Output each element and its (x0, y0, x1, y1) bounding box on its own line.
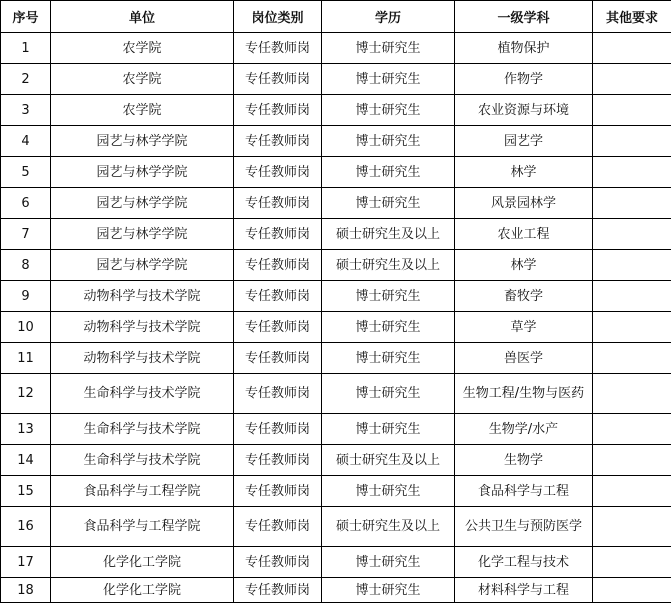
cell-other (593, 188, 671, 219)
table-row (1, 374, 671, 414)
cell-edu: 硕士研究生及以上 (322, 250, 455, 281)
cell-unit: 园艺与林学学院 (51, 219, 234, 250)
cell-no: 17 (1, 547, 51, 578)
cell-unit: 食品科学与工程学院 (51, 476, 234, 507)
cell-no: 13 (1, 414, 51, 445)
table-row (1, 188, 671, 219)
cell-edu: 硕士研究生及以上 (322, 445, 455, 476)
cell-no: 11 (1, 343, 51, 374)
cell-other (593, 95, 671, 126)
cell-type: 专任教师岗 (234, 445, 322, 476)
cell-no: 5 (1, 157, 51, 188)
cell-no: 15 (1, 476, 51, 507)
table-row (1, 281, 671, 312)
cell-no: 9 (1, 281, 51, 312)
cell-no: 2 (1, 64, 51, 95)
cell-edu: 博士研究生 (322, 281, 455, 312)
cell-type: 专任教师岗 (234, 250, 322, 281)
cell-unit: 园艺与林学学院 (51, 188, 234, 219)
cell-unit: 园艺与林学学院 (51, 250, 234, 281)
table-row (1, 95, 671, 126)
table-row (1, 507, 671, 547)
cell-type: 专任教师岗 (234, 343, 322, 374)
cell-subject: 作物学 (455, 64, 593, 95)
cell-subject: 林学 (455, 250, 593, 281)
cell-edu: 博士研究生 (322, 374, 455, 414)
cell-type: 专任教师岗 (234, 374, 322, 414)
cell-subject: 兽医学 (455, 343, 593, 374)
cell-edu: 博士研究生 (322, 64, 455, 95)
cell-subject: 农业工程 (455, 219, 593, 250)
cell-type: 专任教师岗 (234, 578, 322, 603)
header-no: 序号 (1, 1, 51, 33)
cell-other (593, 374, 671, 414)
cell-unit: 农学院 (51, 33, 234, 64)
cell-subject: 公共卫生与预防医学 (455, 507, 593, 547)
table-row (1, 157, 671, 188)
cell-edu: 博士研究生 (322, 95, 455, 126)
cell-other (593, 281, 671, 312)
cell-other (593, 476, 671, 507)
cell-type: 专任教师岗 (234, 414, 322, 445)
cell-other (593, 414, 671, 445)
cell-other (593, 250, 671, 281)
cell-no: 3 (1, 95, 51, 126)
table-row (1, 445, 671, 476)
header-type: 岗位类别 (234, 1, 322, 33)
cell-type: 专任教师岗 (234, 188, 322, 219)
table-row (1, 312, 671, 343)
cell-type: 专任教师岗 (234, 64, 322, 95)
cell-subject: 生物工程/生物与医药 (455, 374, 593, 414)
cell-type: 专任教师岗 (234, 33, 322, 64)
cell-type: 专任教师岗 (234, 312, 322, 343)
cell-no: 1 (1, 33, 51, 64)
cell-subject: 植物保护 (455, 33, 593, 64)
cell-type: 专任教师岗 (234, 281, 322, 312)
cell-other (593, 578, 671, 603)
cell-no: 10 (1, 312, 51, 343)
cell-edu: 硕士研究生及以上 (322, 219, 455, 250)
cell-other (593, 64, 671, 95)
cell-unit: 园艺与林学学院 (51, 157, 234, 188)
cell-unit: 农学院 (51, 95, 234, 126)
cell-type: 专任教师岗 (234, 126, 322, 157)
cell-no: 4 (1, 126, 51, 157)
header-other: 其他要求 (593, 1, 671, 33)
cell-unit: 生命科学与技术学院 (51, 414, 234, 445)
cell-other (593, 343, 671, 374)
cell-other (593, 157, 671, 188)
header-edu: 学历 (322, 1, 455, 33)
cell-no: 6 (1, 188, 51, 219)
cell-no: 18 (1, 578, 51, 603)
cell-unit: 动物科学与技术学院 (51, 281, 234, 312)
header-unit: 单位 (51, 1, 234, 33)
cell-unit: 园艺与林学学院 (51, 126, 234, 157)
cell-unit: 动物科学与技术学院 (51, 343, 234, 374)
table-row (1, 414, 671, 445)
cell-other (593, 445, 671, 476)
cell-no: 12 (1, 374, 51, 414)
table-row (1, 578, 671, 603)
cell-other (593, 507, 671, 547)
cell-type: 专任教师岗 (234, 547, 322, 578)
cell-other (593, 33, 671, 64)
header-row (1, 1, 671, 33)
cell-no: 16 (1, 507, 51, 547)
cell-edu: 博士研究生 (322, 343, 455, 374)
cell-unit: 农学院 (51, 64, 234, 95)
cell-subject: 化学工程与技术 (455, 547, 593, 578)
cell-edu: 硕士研究生及以上 (322, 507, 455, 547)
table-row (1, 343, 671, 374)
table-row (1, 250, 671, 281)
table-row (1, 64, 671, 95)
cell-edu: 博士研究生 (322, 188, 455, 219)
cell-subject: 材料科学与工程 (455, 578, 593, 603)
cell-edu: 博士研究生 (322, 414, 455, 445)
cell-other (593, 219, 671, 250)
cell-subject: 生物学 (455, 445, 593, 476)
cell-unit: 化学化工学院 (51, 547, 234, 578)
cell-type: 专任教师岗 (234, 219, 322, 250)
cell-subject: 风景园林学 (455, 188, 593, 219)
cell-unit: 化学化工学院 (51, 578, 234, 603)
cell-edu: 博士研究生 (322, 578, 455, 603)
cell-subject: 园艺学 (455, 126, 593, 157)
cell-other (593, 547, 671, 578)
cell-subject: 食品科学与工程 (455, 476, 593, 507)
table-row (1, 126, 671, 157)
cell-unit: 生命科学与技术学院 (51, 374, 234, 414)
cell-type: 专任教师岗 (234, 95, 322, 126)
cell-edu: 博士研究生 (322, 126, 455, 157)
cell-edu: 博士研究生 (322, 312, 455, 343)
table-row (1, 547, 671, 578)
cell-no: 8 (1, 250, 51, 281)
header-subject: 一级学科 (455, 1, 593, 33)
cell-edu: 博士研究生 (322, 33, 455, 64)
cell-edu: 博士研究生 (322, 157, 455, 188)
cell-unit: 食品科学与工程学院 (51, 507, 234, 547)
cell-unit: 动物科学与技术学院 (51, 312, 234, 343)
cell-subject: 林学 (455, 157, 593, 188)
cell-type: 专任教师岗 (234, 476, 322, 507)
cell-type: 专任教师岗 (234, 507, 322, 547)
cell-subject: 畜牧学 (455, 281, 593, 312)
table-row (1, 33, 671, 64)
cell-type: 专任教师岗 (234, 157, 322, 188)
cell-other (593, 126, 671, 157)
cell-subject: 农业资源与环境 (455, 95, 593, 126)
cell-edu: 博士研究生 (322, 476, 455, 507)
table-row (1, 219, 671, 250)
cell-no: 7 (1, 219, 51, 250)
cell-no: 14 (1, 445, 51, 476)
cell-other (593, 312, 671, 343)
cell-subject: 生物学/水产 (455, 414, 593, 445)
cell-edu: 博士研究生 (322, 547, 455, 578)
cell-subject: 草学 (455, 312, 593, 343)
cell-unit: 生命科学与技术学院 (51, 445, 234, 476)
table-row (1, 476, 671, 507)
